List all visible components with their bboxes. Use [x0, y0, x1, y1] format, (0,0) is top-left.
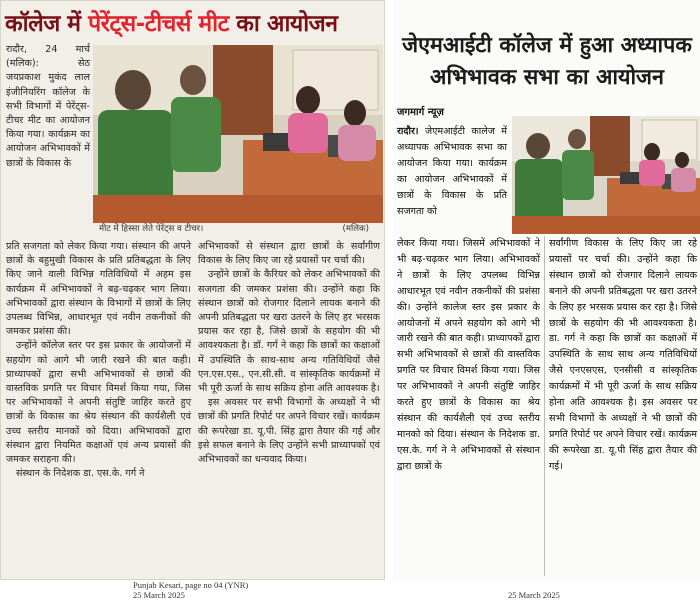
column-divider — [544, 236, 545, 576]
left-headline-part3: का आयोजन — [236, 11, 338, 37]
left-col2-para3: इस अवसर पर सभी विभागों के अध्यक्षों ने भी छात्रों की प्रगति रिपोर्ट पर अपने विचार रखें। कार्यक्रम की रूपरेखा डा. यू.पी. सिंह द्वारा तैयार की गई और इसे सफल बनाने के लिए उन्होंने सभी प्राध्यापकों एवं अभिभावकों का धन्यवाद किया। — [198, 397, 380, 466]
left-intro-column — [6, 43, 90, 171]
right-intro-column — [397, 124, 507, 219]
left-source-publication: Punjab Kesari, page no 04 (YNR) — [133, 580, 249, 590]
left-photo-caption: मीट में हिस्सा लेते पेरेंट्स व टीचर। — [99, 224, 204, 234]
left-photo-caption-bar — [93, 223, 383, 237]
right-headline: जेएमआईटी कॉलेज में हुआ अध्यापक अभिभावक सभा का आयोजन — [402, 33, 692, 90]
right-col2-text: सर्वांगीण विकास के लिए किए जा रहे प्रयासों पर चर्चा की। उन्होंने कहा कि संस्थान छात्रों को रोजगार दिलाने लायक बनाने की अपनी प्रतिबद्धता पर खरा उतरने के लिए हर भरसक प्रयास कर रहा है। जिसे छात्रों के सहयोग की भी आवश्यकता है। डा. गर्ग ने कहा कि छात्रों का कक्षाओं में उपस्थिति के साथ साथ अन्य गतिविधियों जैसे एनएसएस, एनसीसी व सांस्कृतिक कार्यक्रमों में भी पूरी ऊर्जा के साथ सक्रिय होना अति आवश्यक है। इस अवसर पर सभी विभागों के अध्यक्षों ने भी छात्रों की प्रगति रिपोर्ट पर अपने विचार रखें। कार्यक्रम की रूपरेखा डा. यू.पी सिंह द्वारा तैयार की गई। — [549, 238, 698, 472]
right-intro-text: जेएमआईटी कालेज में अध्यापक अभिभावक सभा का आयोजन किया गया। कार्यक्रम का आयोजन अभिभावकों में छात्रों के विकास के प्रति सजगता को — [397, 126, 507, 217]
left-column-2 — [198, 240, 380, 467]
left-col1-para3: संस्थान के निदेशक डा. एस.के. गर्ग ने — [16, 468, 145, 480]
right-col1-text: लेकर किया गया। जिसमें अभिभावकों ने भी बढ़-चढ़कर भाग लिया। अभिभावकों ने छात्रों के लिए उपलब्ध विभिन्न आधारभूत एवं नवीन तकनीकों की प्रशंसा की। उन्होंने कालेज स्तर इस प्रकार के आयोजनों में अपने सहयोग को आगे भी जारी रखने की बात कही। प्राध्यापकों द्वारा सभी अभिभावकों से छात्रों की वास्तविक प्रगति पर विचार विमर्श किया गया। जिस पर अभिभावकों ने अपनी संतुष्टि जाहिर करते हुए छात्रों के विकास का श्रेय संस्थान की कार्यशैली एवं उच्च स्तरीय मानको को दिया। संस्थान के निदेशक डा. एस.के. गर्ग ने ने अभिभावकों से संस्थान द्वारा छात्रों के — [397, 238, 540, 472]
right-source-date: 25 March 2025 — [508, 590, 560, 600]
meeting-photo-illustration — [512, 116, 700, 234]
right-byline: जगमार्ग न्यूज़ — [397, 107, 444, 118]
right-column-1 — [397, 236, 540, 475]
left-col1-para1: प्रति सजगता को लेकर किया गया। संस्थान की अपने छात्रों के बहुमुखी विकास के प्रति प्रतिबद्धता के लिए किए जाने वाली विभिन्न गतिविधियों में अहम इस कार्यक्रम में अभिभावकों ने बढ़-चढ़कर भाग लिया। अभिभावकों द्वारा संस्थान के विभागों में छात्रों के लिए उपलब्ध विभिन्न, आधारभूत एवं नवीन तकनीकों की जमकर प्रशंसा की। — [6, 241, 191, 338]
left-col2-para2: उन्होंने छात्रों के कैरियर को लेकर अभिभावकों की सजगता की जमकर प्रशंसा की। उन्होंने कहा कि संस्थान छात्रों को रोजगार दिलाने लायक बनाने की अपनी प्रतिबद्धता पर खरा उतरने के लिए हर भरसक प्रयास कर रहा है, जिसे छात्रों के सहयोग की भी आवश्यकता है। डॉ. गर्ग ने कहा कि छात्रों का कक्षाओं में उपस्थिति के साथ-साथ अन्य गतिविधियों जैसे एन.एस.एस., एन.सी.सी. व सांस्कृतिक कार्यक्रमों में भी पूरी ऊर्जा के साथ सक्रिय होना अति आवश्यक है। — [198, 269, 380, 395]
left-headline — [5, 7, 381, 41]
left-column-1 — [6, 240, 191, 481]
left-headline-part2: पेरेंट्स-टीचर्स मीट — [88, 11, 229, 37]
meeting-photo-illustration — [93, 45, 383, 224]
left-source-date: 25 March 2025 — [133, 590, 185, 600]
right-dateline: रादौर। — [397, 126, 419, 137]
left-col2-para1: अभिभावकों से संस्थान द्वारा छात्रों के सर्वांगीण विकास के लिए किए जा रहे प्रयासों पर चर्चा की। — [198, 241, 380, 267]
left-headline-part1: कॉलेज में — [5, 11, 81, 37]
right-news-photo — [512, 116, 700, 234]
left-source-footer — [133, 580, 248, 600]
right-column-2 — [549, 236, 697, 475]
left-news-photo — [93, 45, 383, 224]
left-intro-text: रादौर, 24 मार्च (मलिक): सेठ जयप्रकाश मुकंद लाल इंजीनियरिंग कॉलेज के सभी विभागों में पेरेंट्स-टीचर मीट का आयोजन किया गया। कार्यक्रम का आयोजन अभिभावकों में छात्रों के विकास के — [6, 44, 90, 169]
left-col1-para2: उन्होंने कॉलेज स्तर पर इस प्रकार के आयोजनों में सहयोग को आगे भी जारी रखने की बात कही। प्राध्यापकों द्वारा सभी अभिभावकों से छात्रों की वास्तविक प्रगति पर विचार विमर्श किया गया, जिस पर अभिभावकों ने अपनी संतुष्टि जाहिर करते हुए छात्रों के विकास का श्रेय संस्थान की कार्यशैली एवं उच्च स्तरीय मानकों को दिया। अभिभावकों द्वारा संस्थान द्वारा नियमित कक्षाओं एवं अन्य प्रयासों की जमकर सराहना की। — [6, 340, 191, 466]
left-photo-credit: (मलिक) — [342, 224, 369, 234]
jagmarg-clipping — [393, 0, 700, 582]
